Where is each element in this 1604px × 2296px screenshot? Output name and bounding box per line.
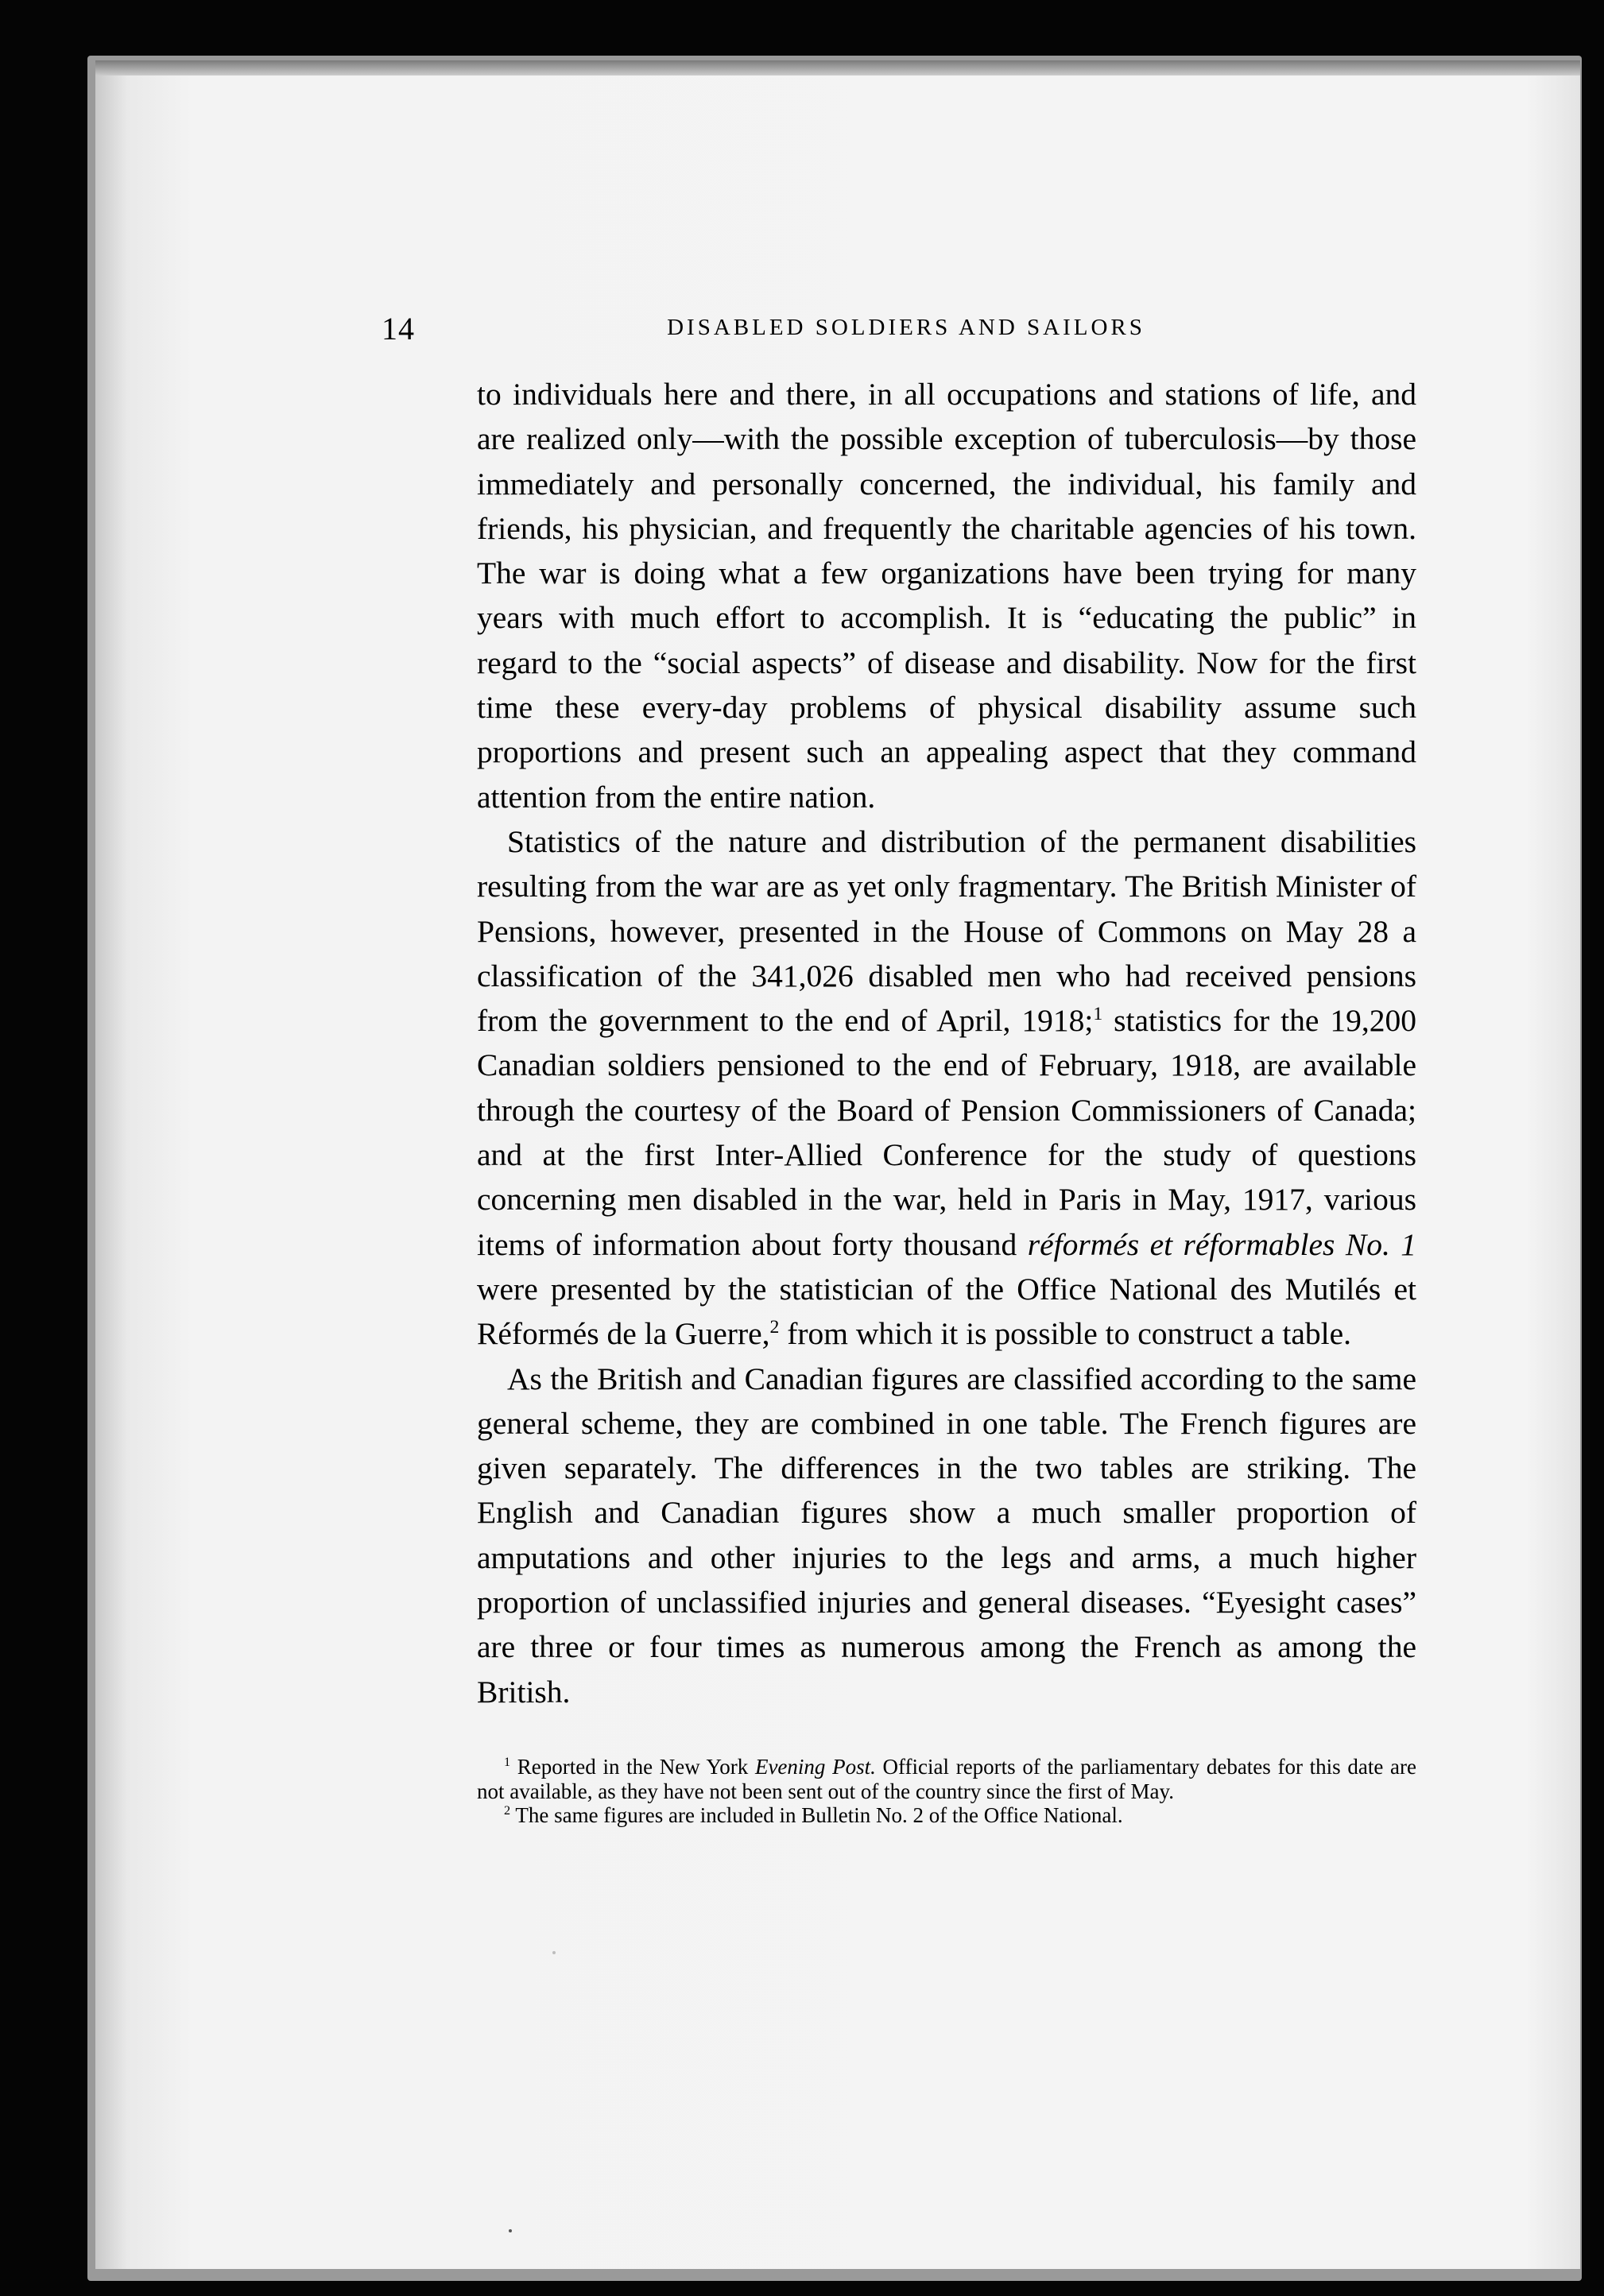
paragraph-2-italic: réformés et réformables No. 1 — [1027, 1226, 1416, 1262]
footnote-ref-1: 1 — [1093, 1004, 1103, 1024]
running-head-title: DISABLED SOLDIERS AND SAILORS — [667, 315, 1145, 340]
paragraph-2-part-b: statistics for the 19,200 Canadian soldiers pensioned to the end of February, 1918, are available through the courtesy of the Board of Pension Commissioners of Canada; and at the first Inter-Allied Conference for the study of questions concerning men disabled in the war, held in Paris in May, 1917, various items of information about forty thousand — [477, 1003, 1416, 1262]
paragraph-3: As the British and Canadian figures are classified according to the same general scheme, they are combined in one table. The French figures are given separately. The differences in the two tables are striking. The English and Canadian figures show a much smaller proportion of amputations and other injuries to the legs and arms, a much higher proportion of unclassified injuries and general diseases. “Eyesight cases” are three or four times as numerous among the French as among the British. — [477, 1361, 1416, 1709]
footnote-2 — [477, 1803, 1416, 1828]
footnote-2-text: The same figures are included in Bulletin No. 2 of the Office National. — [510, 1803, 1123, 1827]
paragraph-2 — [477, 819, 1416, 1357]
footnote-1-mark: 1 — [504, 1755, 511, 1769]
footnote-1-italic: Evening Post. — [754, 1755, 876, 1779]
paragraph-1: to individuals here and there, in all occupations and stations of life, and are realized only—with the possible exception of tuberculosis—by those immediately and personally concerned, the individual, his family and friends, his physician, and frequently the charitable agencies of his town. The war is doing what a few organizations have been trying for many years with much effort to accomplish. It is “educating the public” in regard to the “social aspects” of disease and disability. Now for the first time these every-day problems of physical disability assume such proportions and present such an appealing aspect that they command attention from the entire nation. — [477, 377, 1416, 815]
scan-speck — [552, 1951, 556, 1954]
footnote-2-mark: 2 — [504, 1803, 511, 1818]
scan-speck — [509, 2229, 512, 2232]
page-number: 14 — [382, 311, 415, 347]
footnote-1-part-a: Reported in the New York — [510, 1755, 755, 1779]
footnote-ref-2: 2 — [769, 1317, 780, 1338]
body-text — [477, 372, 1416, 1714]
running-head — [382, 302, 1431, 350]
footnotes — [477, 1755, 1416, 1828]
footnote-1-part-b: Official reports of the parliamentary debates for this date are not available, as they have not been sent out of the country since the first of May. — [477, 1755, 1416, 1803]
footnote-1 — [477, 1755, 1416, 1803]
paragraph-2-part-d: from which it is possible to construct a table. — [779, 1316, 1351, 1352]
paragraph-2-part-c: were presented by the statistician of the Office National des Mutilés et Réformés de la Guerre, — [477, 1271, 1416, 1352]
paragraph-2-part-a: Statistics of the nature and distribution of the permanent disabilities resulting from the war are as yet only fragmentary. The British Minister of Pensions, however, presented in the House of Commons on May 28 a classification of the 341,026 disabled men who had received pensions from the government to the end of April, 1918; — [477, 823, 1416, 1039]
